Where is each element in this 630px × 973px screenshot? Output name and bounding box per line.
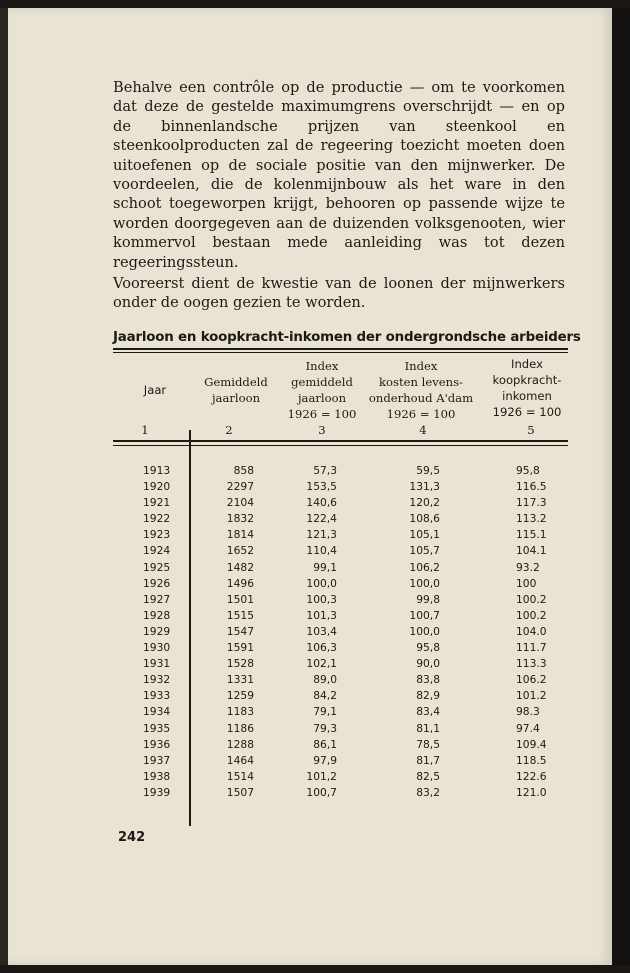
column-number-2: 2 <box>225 423 233 437</box>
year-cell: 1926 <box>143 576 171 590</box>
jaarloon-cell: 1482 <box>226 560 254 574</box>
index-koopkracht-cell: 104.0 <box>516 624 547 638</box>
table-header-rule <box>113 440 568 442</box>
index-kosten-cell: 99,8 <box>416 592 440 606</box>
header-index-jaarloon: Index gemiddeld jaarloon 1926 = 100 <box>287 359 357 421</box>
index-jaarloon-cell: 110,4 <box>306 544 337 558</box>
table-row <box>113 722 573 738</box>
index-koopkracht-cell: 104.1 <box>516 544 547 558</box>
index-kosten-cell: 100,0 <box>409 576 440 590</box>
table-row <box>113 673 573 689</box>
table-row <box>113 689 573 705</box>
year-cell: 1913 <box>143 464 171 477</box>
table-row <box>113 512 573 528</box>
year-cell: 1927 <box>143 592 171 606</box>
year-cell: 1935 <box>143 721 171 735</box>
year-cell: 1921 <box>143 496 171 510</box>
column-number-4: 4 <box>419 423 427 437</box>
index-koopkracht-cell: 93.2 <box>516 560 540 574</box>
table-body <box>113 464 573 802</box>
table-title: Jaarloon en koopkracht-inkomen der ondergrondsche arbeiders <box>113 330 581 345</box>
table-top-rule <box>113 348 568 350</box>
index-jaarloon-cell: 100,7 <box>306 785 337 799</box>
jaarloon-cell: 1288 <box>226 737 254 751</box>
index-kosten-cell: 81,7 <box>416 753 440 767</box>
table-row <box>113 593 573 609</box>
index-jaarloon-cell: 140,6 <box>306 496 337 510</box>
table-row <box>113 657 573 673</box>
index-jaarloon-cell: 57,3 <box>313 464 337 477</box>
index-kosten-cell: 106,2 <box>409 560 440 574</box>
index-koopkracht-cell: 118.5 <box>516 753 547 767</box>
year-cell: 1938 <box>143 769 171 783</box>
table-row <box>113 770 573 786</box>
table-row <box>113 464 573 480</box>
jaarloon-cell: 1259 <box>226 689 254 703</box>
table-row <box>113 577 573 593</box>
index-jaarloon-cell: 97,9 <box>313 753 337 767</box>
year-cell: 1933 <box>143 689 171 703</box>
index-koopkracht-cell: 109.4 <box>516 737 547 751</box>
jaarloon-cell: 1186 <box>226 721 254 735</box>
scan-bottom-border <box>0 965 630 973</box>
jaarloon-cell: 1547 <box>226 624 254 638</box>
jaarloon-cell: 2104 <box>226 496 254 510</box>
index-kosten-cell: 81,1 <box>416 721 440 735</box>
index-kosten-cell: 131,3 <box>409 480 440 494</box>
index-kosten-cell: 105,1 <box>409 528 440 542</box>
index-kosten-cell: 95,8 <box>416 641 440 655</box>
table-row <box>113 561 573 577</box>
index-koopkracht-cell: 117.3 <box>516 496 547 510</box>
index-jaarloon-cell: 153,5 <box>306 480 337 494</box>
index-jaarloon-cell: 86,1 <box>313 737 337 751</box>
index-koopkracht-cell: 106.2 <box>516 673 547 687</box>
table-top-rule-thin <box>113 352 568 353</box>
jaarloon-cell: 2297 <box>226 480 254 494</box>
index-kosten-cell: 82,5 <box>416 769 440 783</box>
table-row <box>113 480 573 496</box>
table-header-rule-thin <box>113 445 568 446</box>
index-koopkracht-cell: 113.2 <box>516 512 547 526</box>
index-koopkracht-cell: 97.4 <box>516 721 540 735</box>
header-jaar: Jaar <box>143 383 167 397</box>
index-jaarloon-cell: 79,3 <box>313 721 337 735</box>
index-jaarloon-cell: 79,1 <box>313 705 337 719</box>
jaarloon-cell: 858 <box>233 464 254 477</box>
index-kosten-cell: 108,6 <box>409 512 440 526</box>
table-row <box>113 496 573 512</box>
year-cell: 1925 <box>143 560 171 574</box>
index-kosten-cell: 100,7 <box>409 608 440 622</box>
year-cell: 1924 <box>143 544 171 558</box>
column-number-3: 3 <box>318 423 326 437</box>
page-number: 242 <box>118 830 146 845</box>
index-jaarloon-cell: 101,2 <box>306 769 337 783</box>
jaarloon-cell: 1464 <box>226 753 254 767</box>
year-cell: 1936 <box>143 737 171 751</box>
index-koopkracht-cell: 98.3 <box>516 705 540 719</box>
index-koopkracht-cell: 116.5 <box>516 480 547 494</box>
body-paragraph-1: Behalve een contrôle op de productie — om te voorkomen dat deze de gestelde maximumgrens overschrijdt — en op de binnenlandsche prijzen van steenkool en steenkoolproducten zal de regeering toezicht moeten doen uitoefenen op de sociale positie van den mijnwerker. De voordeelen, die de kolenmijnbouw als het ware in den schoot toegeworpen krijgt, behooren op passende wijze te worden doorgegeven aan de duizenden volksgenooten, wier kommervol bestaan mede aanleiding was tot dezen regeeringssteun. <box>113 79 565 271</box>
index-jaarloon-cell: 89,0 <box>313 673 337 687</box>
index-koopkracht-cell: 121.0 <box>516 785 547 799</box>
index-jaarloon-cell: 100,0 <box>306 576 337 590</box>
year-cell: 1939 <box>143 785 171 799</box>
year-cell: 1931 <box>143 657 171 671</box>
table-row <box>113 705 573 721</box>
index-koopkracht-cell: 100.2 <box>516 608 547 622</box>
jaarloon-cell: 1183 <box>226 705 254 719</box>
year-cell: 1934 <box>143 705 171 719</box>
index-kosten-cell: 83,4 <box>416 705 440 719</box>
index-kosten-cell: 120,2 <box>409 496 440 510</box>
index-kosten-cell: 82,9 <box>416 689 440 703</box>
index-jaarloon-cell: 106,3 <box>306 641 337 655</box>
table-row <box>113 641 573 657</box>
index-kosten-cell: 59,5 <box>416 464 440 477</box>
jaarloon-cell: 1507 <box>226 785 254 799</box>
index-koopkracht-cell: 101.2 <box>516 689 547 703</box>
table-row <box>113 738 573 754</box>
index-koopkracht-cell: 100 <box>516 576 537 590</box>
index-koopkracht-cell: 113.3 <box>516 657 547 671</box>
year-cell: 1929 <box>143 624 171 638</box>
index-jaarloon-cell: 102,1 <box>306 657 337 671</box>
year-cell: 1937 <box>143 753 171 767</box>
index-kosten-cell: 83,8 <box>416 673 440 687</box>
table-row <box>113 544 573 560</box>
jaarloon-cell: 1515 <box>226 608 254 622</box>
index-kosten-cell: 78,5 <box>416 737 440 751</box>
column-number-5: 5 <box>527 423 535 437</box>
index-kosten-cell: 90,0 <box>416 657 440 671</box>
index-koopkracht-cell: 111.7 <box>516 641 547 655</box>
jaarloon-cell: 1496 <box>226 576 254 590</box>
index-jaarloon-cell: 100,3 <box>306 592 337 606</box>
year-cell: 1932 <box>143 673 171 687</box>
table-row <box>113 754 573 770</box>
year-cell: 1930 <box>143 641 171 655</box>
index-kosten-cell: 100,0 <box>409 624 440 638</box>
header-index-koopkracht: Index koopkracht- inkomen 1926 = 100 <box>492 357 562 419</box>
table-row <box>113 786 573 802</box>
jaarloon-cell: 1514 <box>226 769 254 783</box>
index-jaarloon-cell: 99,1 <box>313 560 337 574</box>
year-cell: 1922 <box>143 512 171 526</box>
table-row <box>113 528 573 544</box>
scan-right-border <box>612 8 630 973</box>
index-jaarloon-cell: 101,3 <box>306 608 337 622</box>
jaarloon-cell: 1832 <box>226 512 254 526</box>
body-paragraph-2: Vooreerst dient de kwestie van de loonen der mijnwerkers onder de oogen gezien te worden. <box>113 275 565 312</box>
table-row <box>113 609 573 625</box>
jaarloon-cell: 1528 <box>226 657 254 671</box>
scan-top-border <box>0 0 630 8</box>
year-cell: 1928 <box>143 608 171 622</box>
header-index-kosten: Index kosten levens- onderhoud A'dam 1926 = 100 <box>368 359 474 421</box>
index-jaarloon-cell: 103,4 <box>306 624 337 638</box>
column-number-1: 1 <box>141 423 149 437</box>
jaarloon-cell: 1501 <box>226 592 254 606</box>
index-jaarloon-cell: 122,4 <box>306 512 337 526</box>
header-gemiddeld-jaarloon: Gemiddeld jaarloon <box>204 375 268 405</box>
table-row <box>113 625 573 641</box>
index-koopkracht-cell: 100.2 <box>516 592 547 606</box>
index-koopkracht-cell: 122.6 <box>516 769 547 783</box>
jaarloon-cell: 1652 <box>226 544 254 558</box>
index-kosten-cell: 105,7 <box>409 544 440 558</box>
index-jaarloon-cell: 121,3 <box>306 528 337 542</box>
index-koopkracht-cell: 95,8 <box>516 464 540 477</box>
index-jaarloon-cell: 84,2 <box>313 689 337 703</box>
year-cell: 1923 <box>143 528 171 542</box>
index-koopkracht-cell: 115.1 <box>516 528 547 542</box>
jaarloon-cell: 1814 <box>226 528 254 542</box>
jaarloon-cell: 1331 <box>226 673 254 687</box>
index-kosten-cell: 83,2 <box>416 785 440 799</box>
year-cell: 1920 <box>143 480 171 494</box>
jaarloon-cell: 1591 <box>226 641 254 655</box>
